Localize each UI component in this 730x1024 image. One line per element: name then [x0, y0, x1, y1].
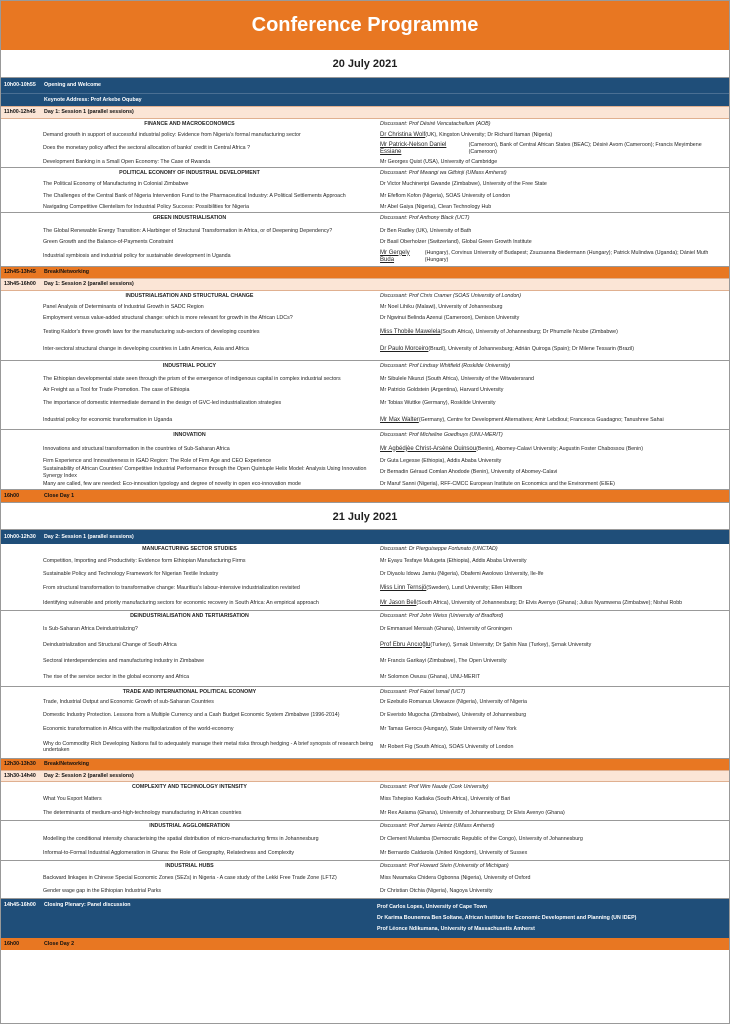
panel-header — [1, 430, 729, 441]
paper-row — [1, 806, 729, 820]
panel-header — [1, 782, 729, 793]
paper-title: The Ethiopian developmental state seen through the prism of the emergence of indigenous capital in complex industrial sectors — [43, 375, 341, 382]
paper-authors: Mr Rex Asiama (Ghana), University of Johannesburg; Dr Elvis Avenyo (Ghana) — [380, 809, 565, 816]
day2-session2-bar — [1, 770, 729, 782]
speaker: Dr Karima Bounemra Ben Soltane, African Institute for Economic Development and Planning (UN IDEP) — [377, 915, 637, 921]
page-title: Conference Programme — [1, 1, 729, 50]
day2-break-bar — [1, 759, 729, 770]
panel-discussant: Discussant: Prof Désiré Vencatachellum (AOB) — [379, 121, 491, 128]
paper-title: The determinants of medium-and-high-technology manufacturing in African countries — [43, 809, 242, 816]
panel — [1, 213, 729, 267]
panel-title: FINANCE AND MACROECONOMICS — [144, 121, 235, 128]
paper-title: Employment versus value-added structural change: which is more relevant for growth in the African LDCs? — [43, 315, 293, 322]
label: Day 2: Session 2 (parallel sessions) — [44, 772, 134, 779]
paper-authors: Mr Jason Bell (South Africa), University of Johannesburg; Dr Elvis Avenyo (Ghana); Julius Nyamwena (Zimbabwe); Nishal Robb — [380, 599, 683, 606]
paper-title: The Political Economy of Manufacturing in Colonial Zimbabwe — [43, 180, 189, 187]
panel — [1, 782, 729, 821]
paper-row — [1, 581, 729, 596]
paper-row — [1, 555, 729, 567]
paper-title: Firm Experience and Innovativeness in IGAD Region: The Role of Firm Age and CEO Experience — [43, 458, 272, 465]
time: 10h00-10h55 — [4, 82, 36, 89]
paper-title: The importance of domestic intermediate demand in the design of GVC-led industrialization strategies — [43, 399, 282, 406]
panel-title: COMPLEXITY AND TECHNOLOGY INTENSITY — [131, 784, 247, 791]
paper-title: Modelling the conditional intensity characterising the spatial distribution of micro-manufacturing firms in Johannesburg — [43, 836, 319, 843]
paper-row — [1, 736, 729, 758]
label: Day 1: Session 1 (parallel sessions) — [44, 109, 134, 116]
paper-authors: Mr Francis Garikayi (Zimbabwe), The Open University — [380, 657, 507, 664]
panel-title: INDUSTRIAL AGGLOMERATION — [149, 823, 230, 830]
paper-row — [1, 130, 729, 140]
paper-row — [1, 325, 729, 339]
paper-title: Why do Commodity Rich Developing Nations fail to adequately manage their metal risks through hedging - A brief synopsis of research being undertaken — [43, 740, 374, 753]
presenting-author: Mr Agbédjèe Christ-Arsène Ouinsou — [380, 445, 477, 452]
paper-title: The Global Renewable Energy Transition: A Harbinger of Structural Transformation in Africa, or of Deepening Dependency? — [43, 227, 333, 234]
time: 12h45-13h45 — [4, 269, 36, 276]
closing-plenary-bar — [1, 899, 729, 938]
paper-row — [1, 302, 729, 312]
paper-row — [1, 457, 729, 466]
paper-authors: Miss Nwamaka Chidera Ogbonna (Nigeria), University of Oxford — [380, 875, 531, 882]
panel — [1, 861, 729, 899]
time: 13h30-14h40 — [4, 772, 36, 779]
paper-authors: Mr Efeflom Kofon (Nigeria), SOAS University of London — [380, 192, 511, 199]
time: 13h45-16h00 — [4, 281, 36, 288]
paper-row — [1, 411, 729, 429]
panel-title: INNOVATION — [173, 432, 206, 439]
paper-authors: Dr Bernadin Géraud Comlan Ahodode (Benin), University of Abomey-Calavi — [380, 469, 558, 476]
panel — [1, 430, 729, 490]
presenting-author: Miss Linn Ternsjö — [380, 585, 427, 592]
panel-discussant: Discussant: Prof Chris Cramer (SOAS University of London) — [379, 293, 521, 300]
paper-authors: Mr Georges Quist (USA), University of Cambridge — [380, 158, 498, 165]
paper-authors: Mr Tamas Gerocs (Hungary), State University of New York — [380, 726, 517, 733]
paper-row — [1, 466, 729, 479]
paper-title: Air Freight as a Tool for Trade Promotion. The case of Ethiopia — [43, 387, 190, 394]
paper-authors: Dr Basil Oberholzer (Switzerland), Global Green Growth Institute — [380, 239, 532, 246]
label: Break/Networking — [44, 269, 90, 276]
panel-header — [1, 861, 729, 872]
paper-row — [1, 723, 729, 736]
paper-row — [1, 312, 729, 325]
time: 14h45-16h00 — [4, 902, 36, 908]
panel-title: POLITICAL ECONOMY OF INDUSTRIAL DEVELOPMENT — [119, 170, 260, 177]
presenting-author: Dr Paulo Morceiro — [380, 346, 429, 353]
panel-header — [1, 821, 729, 832]
paper-title: Innovations and structural transformation in the countries of Sub-Saharan Africa — [43, 445, 230, 452]
paper-authors: Mr Solomon Owusu (Ghana), UNU-MERIT — [380, 674, 481, 681]
paper-row — [1, 189, 729, 203]
panel-header — [1, 544, 729, 555]
paper-authors: Mr Bernardo Caldarola (United Kingdom), University of Sussex — [380, 850, 528, 857]
paper-title: Sectoral interdependencies and manufacturing industry in Zimbabwe — [43, 657, 205, 664]
paper-authors: Dr Emmanuel Mensah (Ghana), University of Groningen — [380, 626, 512, 633]
day1-session1-bar — [1, 106, 729, 119]
paper-authors: Mr Agbédjèe Christ-Arsène Ouinsou (Benin), Abomey-Calavi University; Augustin Foster Chabossou (Benin) — [380, 445, 644, 452]
panel — [1, 291, 729, 361]
paper-title: Navigating Competitive Clientelism for Industrial Policy Success: Possibilities for Nigeria — [43, 204, 250, 211]
paper-row — [1, 872, 729, 885]
label: Opening and Welcome — [44, 82, 101, 89]
paper-title: Domestic Industry Protection. Lessons from a Multiple Currency and a Cash Budget Economic System Zimbabwe (1996-2014) — [43, 711, 340, 718]
panel — [1, 361, 729, 430]
paper-title: Gender wage gap in the Ethiopian Industrial Parks — [43, 888, 162, 895]
paper-row — [1, 395, 729, 411]
day1-close-bar — [1, 490, 729, 502]
paper-title: Backward linkages in Chinese Special Economic Zones (SEZs) in Nigeria - A case study of the Lekki Free Trade Zone (LFTZ) — [43, 875, 337, 882]
paper-title: Green Growth and the Balance-of-Payments Constraint — [43, 239, 174, 246]
paper-row — [1, 847, 729, 860]
panel-discussant: Discussant: Prof John Weiss (University of Bradford) — [379, 613, 504, 620]
day1-session2-bar — [1, 278, 729, 291]
panel-header — [1, 168, 729, 179]
paper-row — [1, 140, 729, 157]
paper-row — [1, 567, 729, 581]
day1-opening-bar — [1, 78, 729, 93]
day2-session1-bar — [1, 530, 729, 544]
label: Day 2: Session 1 (parallel sessions) — [44, 533, 134, 540]
time: 16h00 — [4, 940, 20, 947]
paper-title: What You Export Matters — [43, 796, 102, 803]
paper-row — [1, 157, 729, 167]
paper-authors: Mr Gergely Buda (Hungary), Corvinus University of Budapest; Zsuzsanna Biedermann (Hungary); Patrick Mulindwa (Uganda); Dániel Muth (Hungary) — [380, 249, 709, 263]
paper-title: Panel Analysis of Determinants of Industrial Growth in SADC Region — [43, 303, 204, 310]
presenting-author: Mr Jason Bell — [380, 599, 417, 606]
paper-title: The Challenges of the Central Bank of Nigeria Intervention Fund to the Pharmaceutical Industry: A Political Settlements Approach — [43, 192, 346, 199]
paper-row — [1, 339, 729, 360]
presenting-author: Dr Christina Wolf — [380, 131, 426, 138]
paper-row — [1, 637, 729, 653]
paper-title: Economic transformation in Africa with the multipolarization of the world-economy — [43, 726, 234, 733]
panel-discussant: Discussant: Prof Mwangi wa Githinji (UMass Amherst) — [379, 170, 507, 177]
panel-header — [1, 611, 729, 622]
paper-title: Competition, Importing and Productivity: Evidence form Ethiopian Manufacturing Firms — [43, 557, 246, 564]
panel-header — [1, 213, 729, 224]
paper-title: Sustainable Policy and Technology Framework for Nigerian Textile Industry — [43, 570, 219, 577]
paper-authors: Dr Christian Otchia (Nigeria), Nagoya University — [380, 888, 493, 895]
panel-discussant: Discussant: Dr Pierguiseppe Fortunato (UNCTAD) — [379, 546, 498, 553]
paper-authors: Mr Max Walter (Germany), Centre for Development Alternatives; Amir Lebdioui; Francesca Guadagno; Tanushree Sahai — [380, 416, 664, 423]
presenting-author: Mr Gergely Buda — [380, 249, 410, 263]
paper-title: Industrial symbiosis and industrial policy for sustainable development in Uganda — [43, 253, 231, 260]
paper-row — [1, 622, 729, 637]
panel-header — [1, 119, 729, 130]
panel-title: INDUSTRIAL HUBS — [165, 863, 214, 870]
paper-authors: Mr Patricio Goldstein (Argentina), Harvard University — [380, 387, 504, 394]
paper-authors: Miss Linn Ternsjö (Sweden), Lund University; Ellen Hillbom — [380, 585, 523, 592]
label: Close Day 1 — [44, 492, 75, 499]
paper-row — [1, 596, 729, 610]
panel — [1, 687, 729, 759]
panel-title: INDUSTRIAL POLICY — [162, 363, 217, 370]
time: 16h00 — [4, 492, 20, 499]
paper-row — [1, 179, 729, 189]
paper-authors: Prof Ebru Arıcıoğlu (Turkey), Şırnak University; Dr Şahin Nas (Turkey), Şırnak University — [380, 641, 592, 648]
panel-header — [1, 361, 729, 372]
paper-row — [1, 793, 729, 806]
paper-row — [1, 372, 729, 386]
panel-discussant: Discussant: Prof Wim Naude (Cork University) — [379, 784, 489, 791]
paper-row — [1, 669, 729, 686]
paper-authors: Mr Abel Gaiya (Nigeria), Clean Technology Hub — [380, 204, 492, 211]
paper-title: From structural transformation to transformative change: Mauritius's labour-intensive industrialization revisited — [43, 585, 300, 592]
paper-authors: Mr Robert Fig (South Africa), SOAS University of London — [380, 743, 514, 750]
paper-title: Testing Kaldor's three growth laws for the manufacturing sub-sectors of developing countries — [43, 328, 260, 335]
panel — [1, 544, 729, 611]
label: Day 1: Session 2 (parallel sessions) — [44, 281, 134, 288]
paper-authors: Dr Ngwinui Belinda Azenui (Cameroon), Denison University — [380, 315, 520, 322]
paper-title: Informal-to-Formal Industrial Agglomeration in Ghana: the Role of Geography, Relatedness and Complexity — [43, 850, 295, 857]
paper-authors: Dr Clement Mulamba (Democratic Republic of the Congo), University of Johannesburg — [380, 836, 583, 843]
paper-row — [1, 386, 729, 395]
day2-date: 21 July 2021 — [1, 502, 729, 530]
paper-authors: Dr Ezebuilo Romanus Ukwueze (Nigeria), University of Nigeria — [380, 699, 527, 706]
panel-discussant: Discussant: Prof Lindsay Whitfield (Roskilde University) — [379, 363, 511, 370]
paper-authors: Dr Christina Wolf (UK), Kingston University; Dr Richard Itaman (Nigeria) — [380, 131, 553, 138]
paper-authors: Dr Paulo Morceiro (Brazil), University of Johannesburg; Adrián Quiroga (Spain); Dr Milene Tessarin (Brazil) — [380, 346, 635, 353]
paper-row — [1, 832, 729, 847]
paper-row — [1, 479, 729, 489]
panel-discussant: Discussant: Prof Faizel Ismail (UCT) — [379, 689, 466, 696]
paper-authors: Dr Victor Muchineripi Gwande (Zimbabwe), University of the Free State — [380, 180, 547, 187]
panel-title: INDUSTRIALISATION AND STRUCTURAL CHANGE — [125, 293, 254, 300]
paper-title: The rise of the service sector in the global economy and Africa — [43, 674, 190, 681]
paper-authors: Miss Thobile Mawelela (South Africa), University of Johannesburg; Dr Phumzile Ncube (Zimbabwe) — [380, 328, 618, 335]
presenting-author: Miss Thobile Mawelela — [380, 328, 441, 335]
paper-authors: Dr Maruf Sanni (Nigeria), RFF-CMCC European Institute on Economics and the Environment (EIEE) — [380, 480, 615, 487]
paper-title: Trade, Industrial Output and Economic Growth of sub-Saharan Countries — [43, 699, 214, 706]
day2-close-bar — [1, 938, 729, 950]
panel-discussant: Discussant: Prof Howard Stein (University of Michigan) — [379, 863, 509, 870]
panel-discussant: Discussant: Prof Micheline Goedhuys (UNU-MERIT) — [379, 432, 503, 439]
presenting-author: Mr Patrick-Nelson Daniel Essiane — [380, 141, 447, 155]
time: 11h00-12h45 — [4, 109, 36, 116]
panel-header — [1, 687, 729, 698]
paper-row — [1, 224, 729, 238]
paper-row — [1, 653, 729, 669]
keynote-bar — [1, 93, 729, 106]
time: 10h00-12h30 — [4, 533, 36, 540]
panel-header — [1, 291, 729, 302]
panel-discussant: Discussant: Prof Anthony Black (UCT) — [379, 215, 470, 222]
paper-title: Many are called, few are needed: Eco-innovation typology and degree of novelty in open eco-innovation mode — [43, 480, 301, 487]
panel — [1, 821, 729, 861]
paper-authors: Dr Ben Radley (UK), University of Bath — [380, 227, 472, 234]
paper-row — [1, 203, 729, 212]
day1-date: 20 July 2021 — [1, 50, 729, 78]
panel-title: DEINDUSTRIALISATION AND TERTIARISATION — [130, 613, 249, 620]
paper-row — [1, 441, 729, 457]
paper-title: Deindustrialization and Structural Change of South Africa — [43, 641, 177, 648]
paper-row — [1, 885, 729, 898]
speaker: Prof Léonce Ndikumana, University of Massachusetts Amherst — [377, 926, 535, 932]
presenting-author: Prof Ebru Arıcıoğlu — [380, 641, 431, 648]
paper-authors: Mr Patrick-Nelson Daniel Essiane (Cameroon), Bank of Central African States (BEAC); Désiré Avom (Cameroon); Francis Meyimbene (Cameroon) — [380, 141, 702, 155]
plenary-speakers — [377, 899, 729, 938]
paper-title: Inter-sectoral structural change in developing countries in Latin America, Asia and Africa — [43, 346, 249, 353]
speaker: Prof Carlos Lopes, University of Cape Town — [377, 904, 487, 910]
label: Close Day 2 — [44, 940, 75, 947]
panel — [1, 119, 729, 168]
time: 12h30-13h30 — [4, 761, 36, 768]
paper-authors: Mr Sibulele Nkunzi (South Africa), University of the Witwatersrand — [380, 375, 534, 382]
panel-title: GREEN INDUSTRIALISATION — [152, 215, 227, 222]
paper-authors: Miss Tshepiso Kadiaka (South Africa), University of Bari — [380, 796, 511, 803]
paper-authors: Mr Noel Lihiku (Malawi), University of Johannesburg — [380, 303, 503, 310]
paper-row — [1, 698, 729, 707]
paper-title: Development Banking in a Small Open Economy: The Case of Rwanda — [43, 158, 211, 165]
paper-authors: Dr Everisto Mugocha (Zimbabwe), University of Johannesburg — [380, 711, 527, 718]
paper-row — [1, 247, 729, 266]
paper-title: Does the monetary policy affect the sectoral allocation of banks' credit in Central Africa ? — [43, 145, 251, 152]
keynote: Keynote Address: Prof Arkebe Oqubay — [44, 96, 142, 103]
paper-row — [1, 238, 729, 247]
panel-discussant: Discussant: Prof James Heintz (UMass Amherst) — [379, 823, 495, 830]
panel-title: MANUFACTURING SECTOR STUDIES — [142, 546, 237, 553]
label: Closing Plenary: Panel discussion — [44, 902, 131, 908]
paper-authors: Mr Eyayu Tesfaye Mulugeta (Ethiopia), Addis Ababa University — [380, 557, 527, 564]
paper-authors: Mr Tobias Wuttke (Germany), Roskilde University — [380, 399, 496, 406]
presenting-author: Mr Max Walter — [380, 416, 419, 423]
day1-break-bar — [1, 267, 729, 278]
label: Break/Networking — [44, 761, 90, 768]
paper-title: Sustainability of African Countries' Competitive Industrial Performance through the Open Quintuple Helix Model: Analysis Using Innovation Synergy Index — [43, 466, 367, 479]
panel — [1, 611, 729, 687]
paper-authors: Dr Diyaolu Idowu Jamiu (Nigeria), Obafemi Awolowo University, Ile-Ife — [380, 570, 544, 577]
paper-title: Industrial policy for economic transformation in Uganda — [43, 416, 173, 423]
paper-row — [1, 707, 729, 723]
paper-title: Identifying vulnerable and priority manufacturing sectors for economic recovery in South Africa: An empirical approach — [43, 599, 319, 606]
panel — [1, 168, 729, 213]
paper-title: Is Sub-Saharan Africa Deindustrializing? — [43, 626, 138, 633]
paper-title: Demand growth in support of successful industrial policy: Evidence from Nigeria's formal manufacturing sector — [43, 131, 301, 138]
paper-authors: Dr Guta Legesse (Ethiopia), Addis Ababa University — [380, 458, 502, 465]
panel-title: TRADE AND INTERNATIONAL POLITICAL ECONOMY — [122, 689, 257, 696]
